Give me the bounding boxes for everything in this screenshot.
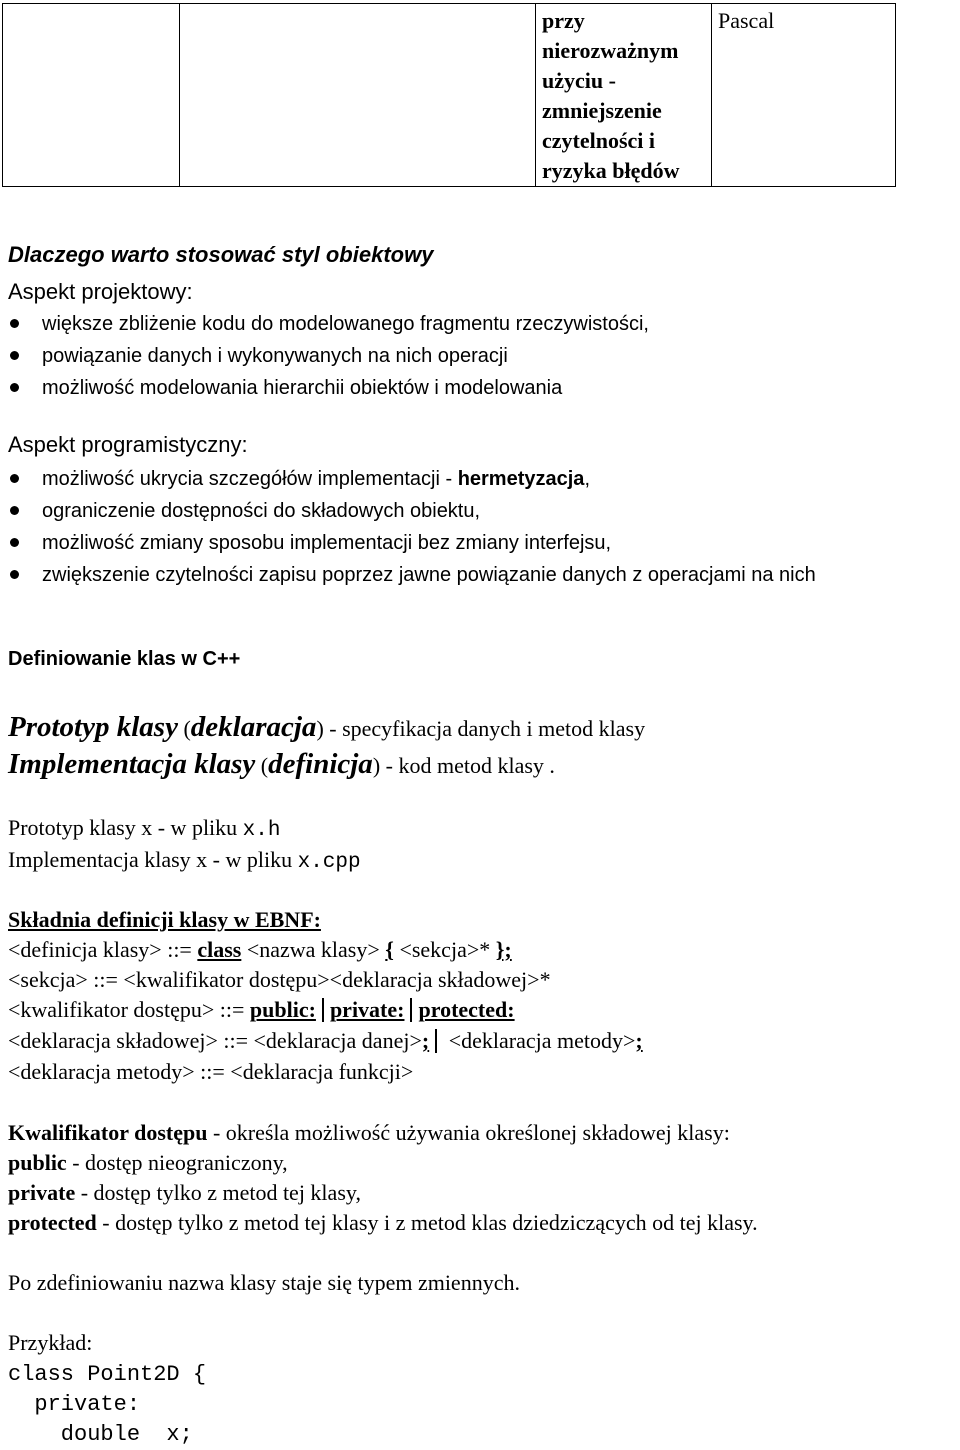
- cell-language-text: Pascal: [718, 8, 775, 33]
- alternative-bar: [435, 1029, 437, 1053]
- implementation-line: Implementacja klasy (definicja) - kod metod klasy .: [8, 748, 555, 780]
- prototype-line: Prototyp klasy (deklaracja) - specyfikacja danych i metod klasy: [8, 711, 646, 743]
- access-public: public - dostęp nieograniczony,: [8, 1150, 288, 1175]
- cell-line: użyciu -: [542, 68, 616, 93]
- header-file-line: Prototyp klasy x - w pliku x.h: [8, 815, 281, 842]
- list-item: możliwość modelowania hierarchii obiektów i modelowania: [0, 372, 649, 404]
- access-protected: protected - dostęp tylko z metod tej klasy i z metod klas dziedziczących od tej klasy.: [8, 1210, 758, 1235]
- bullet-icon: [10, 351, 19, 360]
- ebnf-line-3: <kwalifikator dostępu> ::= public: private: protected:: [8, 997, 515, 1022]
- list-item: ograniczenie dostępności do składowych obiektu,: [0, 495, 816, 527]
- table-cell-empty-1: [3, 4, 180, 187]
- programming-aspect-label: Aspekt programistyczny:: [8, 432, 248, 457]
- code-example: class Point2D { private: double x;: [8, 1362, 207, 1447]
- alternative-bar: [322, 998, 324, 1022]
- ebnf-line-1: <definicja klasy> ::= class <nazwa klasy> { <sekcja>* };: [8, 937, 512, 962]
- bullet-icon: [10, 474, 19, 483]
- bullet-icon: [10, 506, 19, 515]
- table-cell-empty-2: [180, 4, 536, 187]
- alternative-bar: [410, 998, 412, 1022]
- design-aspect-list: [0, 308, 649, 404]
- bullet-icon: [10, 570, 19, 579]
- why-heading: Dlaczego warto stosować styl obiektowy: [8, 242, 434, 267]
- hermetyzacja-term: hermetyzacja: [457, 468, 585, 490]
- list-item: możliwość zmiany sposobu implementacji bez zmiany interfejsu,: [0, 527, 816, 559]
- access-private: private - dostęp tylko z metod tej klasy,: [8, 1180, 361, 1205]
- cell-line: ryzyka błędów: [542, 158, 680, 183]
- table-cell-description: [536, 4, 712, 187]
- bullet-icon: [10, 383, 19, 392]
- cell-line: nierozważnym: [542, 38, 679, 63]
- source-filename: x.cpp: [297, 851, 361, 874]
- ebnf-heading: Składnia definicji klasy w EBNF:: [8, 907, 321, 932]
- classes-heading: Definiowanie klas w C++: [8, 648, 241, 670]
- list-item: możliwość ukrycia szczegółów implementacji - hermetyzacja,: [0, 463, 816, 495]
- ebnf-line-5: <deklaracja metody> ::= <deklaracja funkcji>: [8, 1059, 414, 1084]
- after-definition-note: Po zdefiniowaniu nazwa klasy staje się typem zmiennych.: [8, 1270, 520, 1295]
- ebnf-line-2: <sekcja> ::= <kwalifikator dostępu><deklaracja składowej>*: [8, 967, 551, 992]
- implementation-term: Implementacja klasy: [8, 748, 256, 780]
- programming-aspect-list: [0, 463, 816, 591]
- prototype-term: Prototyp klasy: [8, 711, 178, 743]
- bullet-icon: [10, 319, 19, 328]
- source-file-line: Implementacja klasy x - w pliku x.cpp: [8, 847, 361, 874]
- design-aspect-label: Aspekt projektowy:: [8, 279, 193, 304]
- access-title: Kwalifikator dostępu - określa możliwość używania określonej składowej klasy:: [8, 1120, 730, 1145]
- header-filename: x.h: [242, 819, 281, 842]
- list-item: powiązanie danych i wykonywanych na nich operacji: [0, 340, 649, 372]
- bullet-icon: [10, 538, 19, 547]
- cell-line: zmniejszenie: [542, 98, 662, 123]
- ebnf-line-4: <deklaracja składowej> ::= <deklaracja danej>; <deklaracja metody>;: [8, 1028, 643, 1053]
- example-label: Przykład:: [8, 1330, 93, 1355]
- top-table: [2, 3, 896, 187]
- list-item: zwiększenie czytelności zapisu poprzez jawne powiązanie danych z operacjami na nich: [0, 559, 816, 591]
- list-item: większe zbliżenie kodu do modelowanego fragmentu rzeczywistości,: [0, 308, 649, 340]
- cell-line: przy: [542, 8, 585, 33]
- table-cell-language: [712, 4, 896, 187]
- cell-line: czytelności i: [542, 128, 656, 153]
